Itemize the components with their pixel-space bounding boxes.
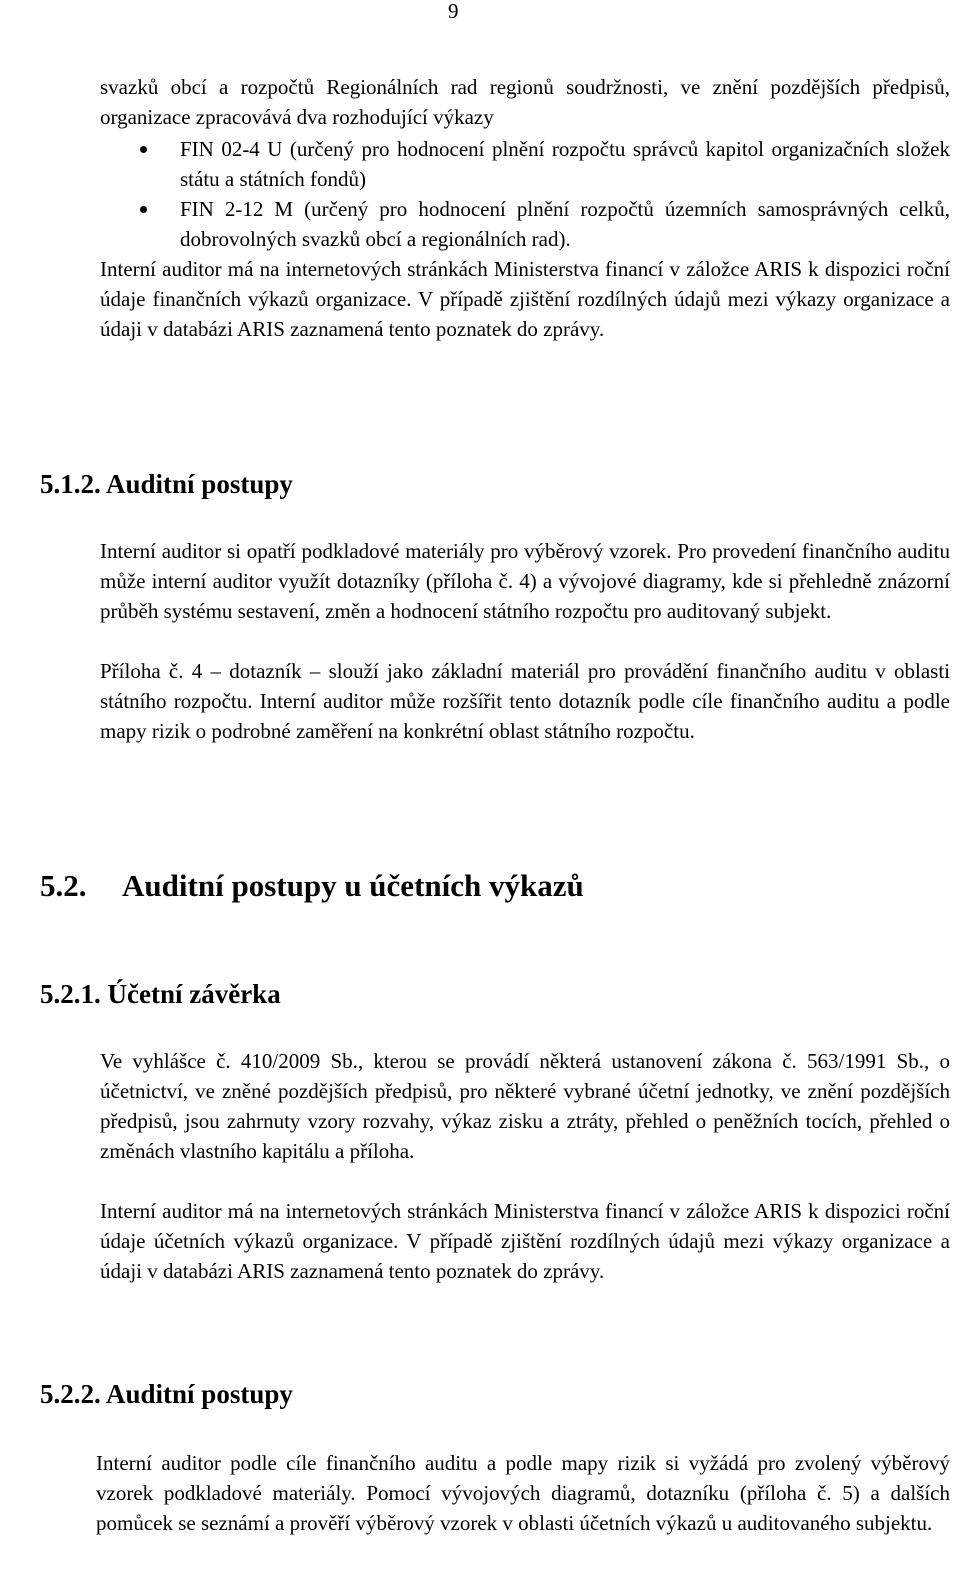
bullet-icon — [140, 206, 147, 213]
list-item-text: FIN 02-4 U (určený pro hodnocení plnění rozpočtu správců kapitol organizačních složek státu a státních fondů) — [180, 137, 950, 191]
section-5-2-1-para2 — [100, 1196, 950, 1286]
section-title: Auditní postupy — [106, 1379, 293, 1409]
paragraph-text: Příloha č. 4 – dotazník – slouží jako základní materiál pro provádění finančního auditu v oblasti státního rozpočtu. Interní auditor může rozšířit tento dotazník podle cíle finančního auditu a podle mapy rizik o podrobné zaměření na konkrétní oblast státního rozpočtu. — [100, 659, 950, 743]
paragraph-text: Interní auditor si opatří podkladové materiály pro výběrový vzorek. Pro provedení finančního auditu může interní auditor využít dotazníky (příloha č. 4) a vývojové diagramy, kde si přehledně znázorní průběh systému sestavení, změn a hodnocení státního rozpočtu pro auditovaný subjekt. — [100, 539, 950, 623]
paragraph-text: Interní auditor podle cíle finančního auditu a podle mapy rizik si vyžádá pro zvolený výběrový vzorek podkladové materiály. Pomocí vývojových diagramů, dotazníku (příloha č. 5) a dalších pomůcek se seznámí a prověří výběrový vzorek v oblasti účetních výkazů u auditovaného subjektu. — [96, 1451, 950, 1535]
section-heading-5-2-1 — [40, 978, 281, 1010]
intro-paragraph — [100, 72, 950, 132]
section-heading-5-2-2 — [40, 1378, 293, 1410]
section-5-1-2-para2 — [100, 656, 950, 746]
section-heading-5-1-2 — [40, 468, 293, 500]
section-title: Auditní postupy u účetních výkazů — [122, 868, 584, 903]
section-number: 5.2.2. — [40, 1379, 101, 1409]
bullet-icon — [140, 146, 147, 153]
list-item-text: FIN 2-12 M (určený pro hodnocení plnění rozpočtů územních samosprávných celků, dobrovolných svazků obcí a regionálních rad). — [180, 197, 950, 251]
section-5-2-1-para1 — [100, 1046, 950, 1166]
aris-paragraph — [100, 254, 950, 344]
list-item — [100, 194, 950, 254]
section-number: 5.1.2. — [40, 469, 101, 499]
section-5-1-2-para1 — [100, 536, 950, 626]
section-number: 5.2. — [40, 868, 87, 903]
report-list — [100, 134, 950, 254]
section-title: Auditní postupy — [106, 469, 293, 499]
section-title: Účetní závěrka — [107, 979, 281, 1009]
page-number: 9 — [448, 0, 459, 23]
aris-text: Interní auditor má na internetových stránkách Ministerstva financí v záložce ARIS k dispozici roční údaje finančních výkazů organizace. V případě zjištění rozdílných údajů mezi výkazy organizace a údaji v databázi ARIS zaznamená tento poznatek do zprávy. — [100, 257, 950, 341]
paragraph-text: Interní auditor má na internetových stránkách Ministerstva financí v záložce ARIS k dispozici roční údaje účetních výkazů organizace. V případě zjištění rozdílných údajů mezi výkazy organizace a údaji v databázi ARIS zaznamená tento poznatek do zprávy. — [100, 1199, 950, 1283]
intro-text: svazků obcí a rozpočtů Regionálních rad regionů soudržnosti, ve znění pozdějších předpisů, organizace zpracovává dva rozhodující výkazy — [100, 75, 950, 129]
section-5-2-2-para1 — [96, 1448, 950, 1538]
section-number: 5.2.1. — [40, 979, 101, 1009]
list-item — [100, 134, 950, 194]
paragraph-text: Ve vyhlášce č. 410/2009 Sb., kterou se provádí některá ustanovení zákona č. 563/1991 Sb., o účetnictví, ve zněné pozdějších předpisů, pro některé vybrané účetní jednotky, ve znění pozdějších předpisů, jsou zahrnuty vzory rozvahy, výkaz zisku a ztráty, přehled o peněžních tocích, přehled o změnách vlastního kapitálu a příloha. — [100, 1049, 950, 1163]
section-heading-5-2 — [40, 868, 584, 904]
